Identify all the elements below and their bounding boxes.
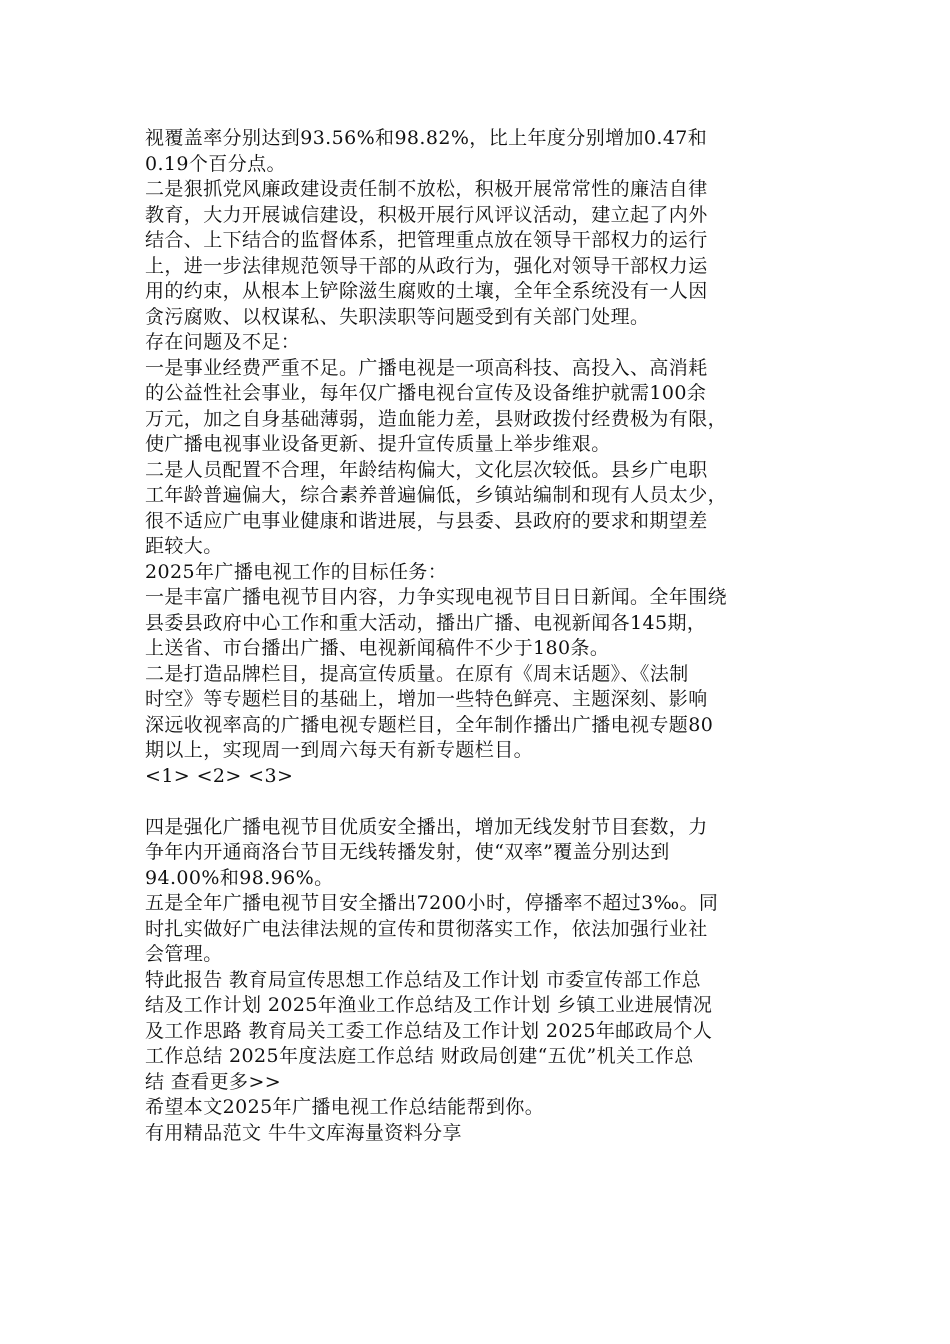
text-line: 二是打造品牌栏目，提高宣传质量。在原有《周末话题》、《法制	[145, 662, 689, 685]
blank-line	[145, 789, 815, 815]
text-line: 争年内开通商洛台节目无线转播发射，使“双率”覆盖分别达到	[145, 841, 670, 863]
text-line: 期以上，实现周一到周六每天有新专题栏目。	[145, 739, 534, 761]
related-links-line[interactable]: 及工作思路 教育局关工委工作总结及工作计划 2025年邮政局个人	[145, 1019, 713, 1042]
related-links-line[interactable]: 结及工作计划 2025年渔业工作总结及工作计划 乡镇工业进展情况	[145, 994, 713, 1016]
text-line: 二是人员配置不合理，年龄结构偏大，文化层次较低。县乡广电职	[145, 458, 708, 481]
text-line: 一是丰富广播电视节目内容，力争实现电视节目日日新闻。全年围绕	[145, 586, 728, 608]
text-line: 上，进一步法律规范领导干部的从政行为，强化对领导干部权力运	[145, 254, 708, 277]
text-line: 二是狠抓党风廉政建设责任制不放松，积极开展常常性的廉洁自律	[145, 178, 708, 200]
section-heading-goals: 2025年广播电视工作的目标任务：	[145, 560, 448, 583]
text-line: 工年龄普遍偏大，综合素养普遍偏低，乡镇站编制和现有人员太少，	[145, 484, 728, 506]
text-line: 结合、上下结合的监督体系，把管理重点放在领导干部权力的运行	[145, 229, 708, 251]
text-line: 上送省、市台播出广播、电视新闻稿件不少于180条。	[145, 637, 610, 659]
text-line: 距较大。	[145, 535, 223, 557]
text-line: 万元，加之自身基础薄弱，造血能力差，县财政拨付经费极为有限，	[145, 407, 728, 430]
text-line: 0.19个百分点。	[145, 152, 286, 175]
text-line: 深远收视率高的广播电视专题栏目，全年制作播出广播电视专题80	[145, 713, 714, 736]
text-line: 贪污腐败、以权谋私、失职渎职等问题受到有关部门处理。	[145, 305, 650, 328]
text-line: 很不适应广电事业健康和谐进展，与县委、县政府的要求和期望差	[145, 509, 708, 532]
footer-line: 有用精品范文 牛牛文库海量资料分享	[145, 1121, 462, 1144]
section-heading-problems: 存在问题及不足：	[145, 331, 301, 353]
document-body	[145, 126, 815, 1146]
text-line: 会管理。	[145, 943, 223, 965]
text-line: 五是全年广播电视节目安全播出7200小时，停播率不超过3‰。同	[145, 892, 719, 914]
text-line: 的公益性社会事业，每年仅广播电视台宣传及设备维护就需100余	[145, 382, 707, 404]
text-line: 用的约束，从根本上铲除滋生腐败的土壤，全年全系统没有一人因	[145, 280, 708, 302]
text-line: 四是强化广播电视节目优质安全播出，增加无线发射节目套数，力	[145, 815, 708, 838]
text-line: 时扎实做好广电法律法规的宣传和贯彻落实工作，依法加强行业社	[145, 917, 708, 940]
text-line: 使广播电视事业设备更新、提升宣传质量上举步维艰。	[145, 433, 611, 455]
text-line: 一是事业经费严重不足。广播电视是一项高科技、高投入、高消耗	[145, 356, 708, 379]
pagination-links[interactable]: <1> <2> <3>	[145, 764, 294, 787]
related-links-line[interactable]: 工作总结 2025年度法庭工作总结 财政局创建“五优”机关工作总	[145, 1045, 694, 1067]
text-line: 教育，大力开展诚信建设，积极开展行风评议活动，建立起了内外	[145, 203, 708, 226]
text-line: 94.00%和98.96%。	[145, 866, 334, 889]
closing-line: 希望本文2025年广播电视工作总结能帮到你。	[145, 1096, 545, 1118]
text-line: 视覆盖率分别达到93.56%和98.82%，比上年度分别增加0.47和	[145, 127, 708, 149]
view-more-link[interactable]: 结 查看更多>>	[145, 1070, 282, 1093]
text-line: 时空》等专题栏目的基础上，增加一些特色鲜亮、主题深刻、影响	[145, 688, 708, 710]
related-links-line[interactable]: 特此报告 教育局宣传思想工作总结及工作计划 市委宣传部工作总	[145, 968, 702, 991]
text-line: 县委县政府中心工作和重大活动，播出广播、电视新闻各145期，	[145, 611, 707, 634]
